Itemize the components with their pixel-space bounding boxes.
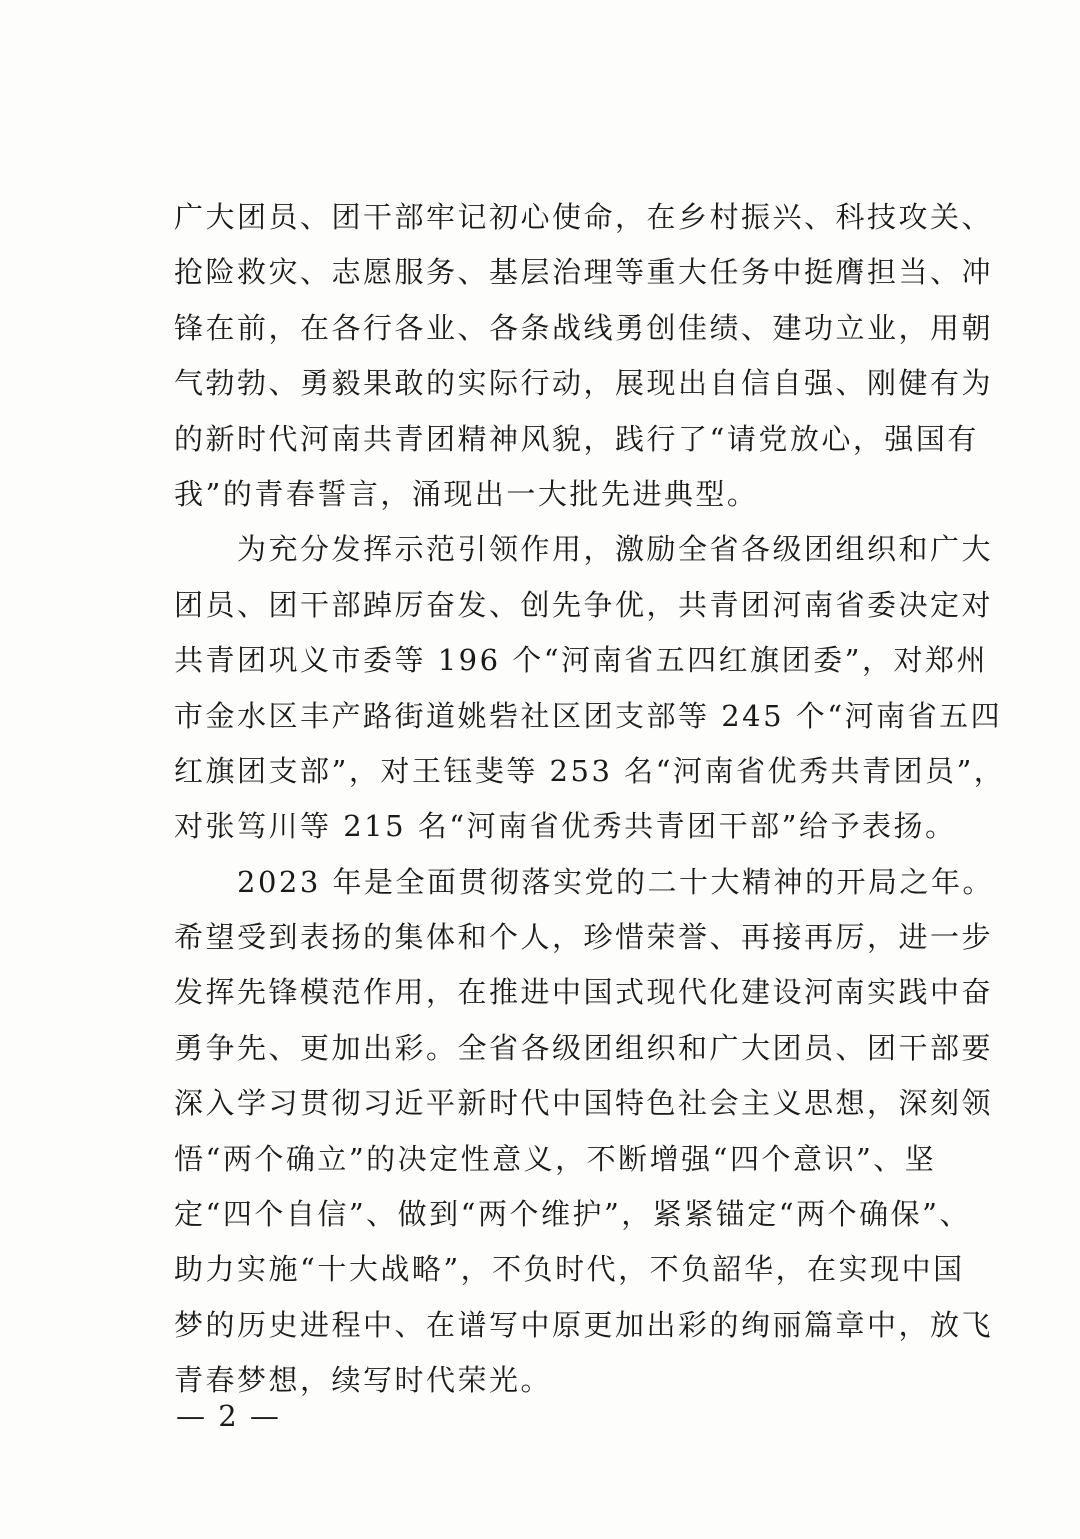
text-line: 我”的青春誓言，涌现出一大批先进典型。 <box>174 476 759 511</box>
text-line: 团员、团干部踔厉奋发、创先争优，共青团河南省委决定对 <box>174 587 994 622</box>
text-line: 定“四个自信”、做到“两个维护”，紧紧锚定“两个确保”、 <box>174 1197 971 1232</box>
document-body <box>174 190 1006 1409</box>
text-line: 深入学习贯彻习近平新时代中国特色社会主义思想，深刻领 <box>174 1086 994 1121</box>
text-line: 希望受到表扬的集体和个人，珍惜荣誉、再接再厉，进一步 <box>174 920 994 955</box>
text-line: 2023 年是全面贯彻落实党的二十大精神的开局之年。 <box>174 864 995 899</box>
page-number: — 2 — <box>176 1399 281 1433</box>
text-line: 助力实施“十大战略”，不负时代，不负韶华，在实现中国 <box>174 1252 965 1287</box>
text-line: 广大团员、团干部牢记初心使命，在乡村振兴、科技攻关、 <box>174 200 994 234</box>
text-line: 发挥先锋模范作用，在推进中国式现代化建设河南实践中奋 <box>174 975 994 1010</box>
text-line: 梦的历史进程中、在谱写中原更加出彩的绚丽篇章中，放飞 <box>174 1307 994 1342</box>
text-line: 对张笃川等 215 名“河南省优秀共青团干部”给予表扬。 <box>174 809 957 844</box>
text-line: 共青团巩义市委等 196 个“河南省五四红旗团委”，对郑州 <box>174 643 988 678</box>
text-line: 抢险救灾、志愿服务、基层治理等重大任务中挺膺担当、冲 <box>174 255 994 290</box>
text-line: 红旗团支部”，对王钰斐等 253 名“河南省优秀共青团员”， <box>174 753 1006 788</box>
text-line: 为充分发挥示范引领作用，激励全省各级团组织和广大 <box>174 532 994 567</box>
text-line: 市金水区丰产路街道姚砦社区团支部等 245 个“河南省五四 <box>174 698 1003 733</box>
text-line: 悟“两个确立”的决定性意义，不断增强“四个意识”、坚 <box>174 1141 937 1176</box>
text-line: 锋在前，在各行各业、各条战线勇创佳绩、建功立业，用朝 <box>174 310 994 345</box>
text-line: 青春梦想，续写时代荣光。 <box>174 1363 553 1398</box>
text-line: 勇争先、更加出彩。全省各级团组织和广大团员、团干部要 <box>174 1030 994 1065</box>
text-line: 气勃勃、勇毅果敢的实际行动，展现出自信自强、刚健有为 <box>174 366 994 401</box>
text-line: 的新时代河南共青团精神风貌，践行了“请党放心，强国有 <box>174 421 979 456</box>
